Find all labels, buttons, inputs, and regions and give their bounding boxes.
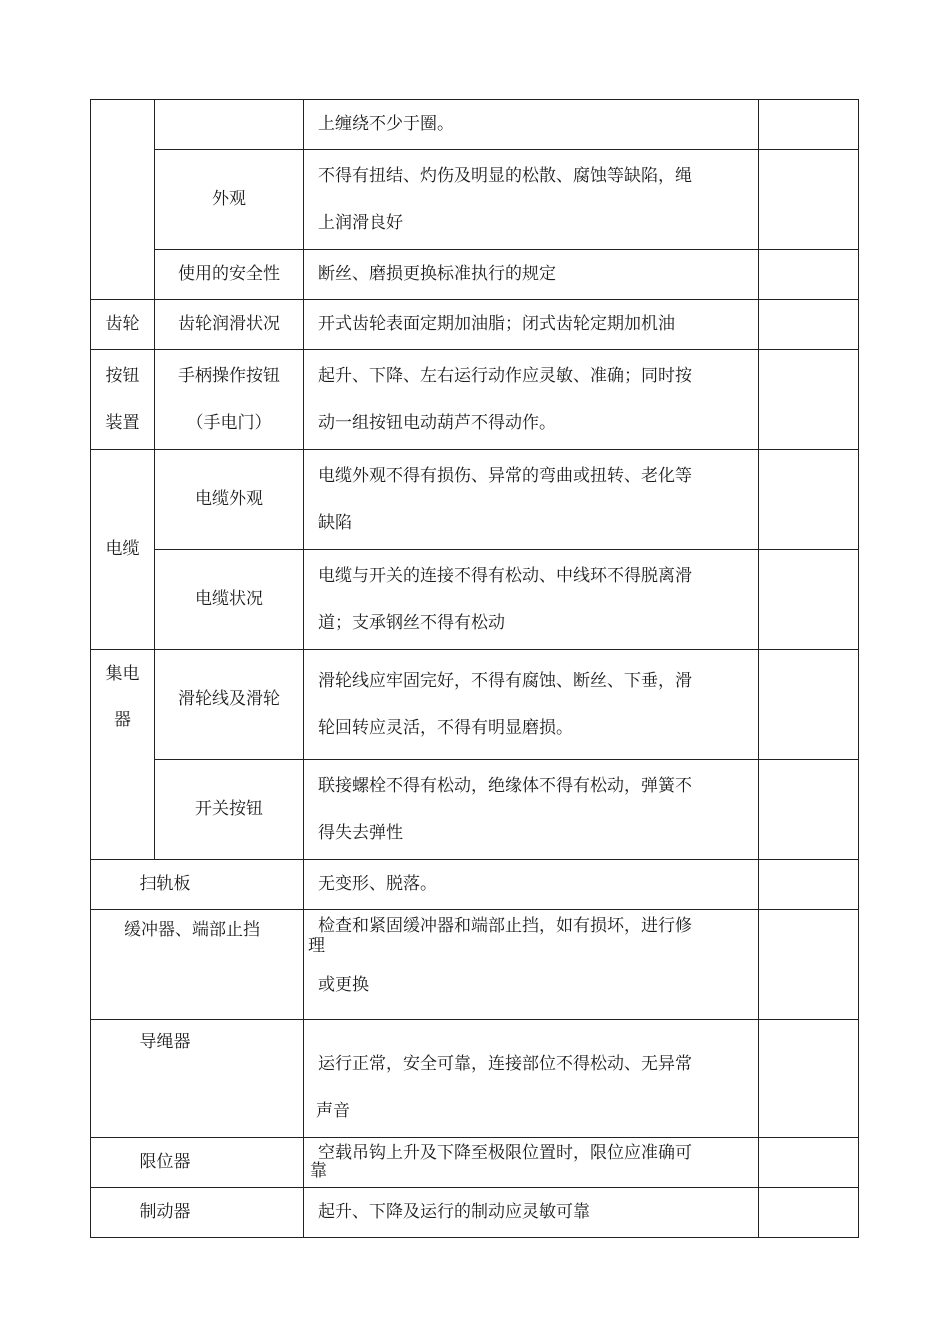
item-cell: 外观 <box>155 150 304 250</box>
item-cell: 限位器 <box>91 1138 304 1188</box>
remark-cell <box>759 860 859 910</box>
requirement-cell: 无变形、脱落。 <box>304 860 759 910</box>
remark-cell <box>759 760 859 860</box>
remark-cell <box>759 550 859 650</box>
remark-cell <box>759 1188 859 1238</box>
requirement-line: 理 <box>308 936 325 957</box>
remark-cell <box>759 450 859 550</box>
requirement-cell: 开式齿轮表面定期加油脂；闭式齿轮定期加机油 <box>304 300 759 350</box>
requirement-cell <box>304 450 759 550</box>
table-row <box>91 100 859 150</box>
inspection-table <box>90 99 859 1238</box>
item-line: （手电门） <box>186 412 272 433</box>
category-cell: 齿轮 <box>91 300 155 350</box>
remark-cell <box>759 1020 859 1138</box>
item-cell: 开关按钮 <box>155 760 304 860</box>
item-line: 手柄操作按钮 <box>178 366 280 387</box>
remark-cell <box>759 250 859 300</box>
requirement-line: 靠 <box>310 1160 327 1181</box>
requirement-cell <box>304 760 759 860</box>
remark-cell <box>759 100 859 150</box>
table-row <box>91 450 859 550</box>
item-cell: 缓冲器、端部止挡 <box>91 910 304 1020</box>
requirement-cell <box>304 1020 759 1138</box>
item-cell: 使用的安全性 <box>155 250 304 300</box>
requirement-cell: 断丝、磨损更换标准执行的规定 <box>304 250 759 300</box>
table-row <box>91 150 859 250</box>
remark-cell <box>759 650 859 760</box>
table-row <box>91 760 859 860</box>
requirement-cell <box>304 150 759 250</box>
table-row <box>91 350 859 450</box>
requirement-line: 声音 <box>316 1100 350 1121</box>
item-cell: 扫轨板 <box>91 860 304 910</box>
category-line: 器 <box>114 710 131 731</box>
requirement-line: 起升、下降、左右运行动作应灵敏、准确；同时按 <box>318 366 692 387</box>
table-row <box>91 1188 859 1238</box>
table-row <box>91 550 859 650</box>
requirement-line: 联接螺栓不得有松动，绝缘体不得有松动，弹簧不 <box>318 776 692 797</box>
category-cell <box>91 100 155 300</box>
table-row <box>91 650 859 760</box>
requirement-line: 滑轮线应牢固完好，不得有腐蚀、断丝、下垂，滑 <box>318 671 692 692</box>
requirement-line: 电缆外观不得有损伤、异常的弯曲或扭转、老化等 <box>318 466 692 487</box>
category-line: 装置 <box>105 412 140 433</box>
remark-cell <box>759 300 859 350</box>
table-row <box>91 1138 859 1188</box>
requirement-line: 电缆与开关的连接不得有松动、中线环不得脱离滑 <box>318 566 692 587</box>
requirement-line: 检查和紧固缓冲器和端部止挡，如有损坏，进行修 <box>318 916 692 936</box>
requirement-cell <box>304 1138 759 1188</box>
remark-cell <box>759 350 859 450</box>
requirement-line: 或更换 <box>318 974 369 995</box>
category-line: 按钮 <box>105 366 140 387</box>
table-row <box>91 1020 859 1138</box>
item-cell: 导绳器 <box>91 1020 304 1138</box>
requirement-line: 轮回转应灵活，不得有明显磨损。 <box>318 717 573 738</box>
requirement-line: 缺陷 <box>318 512 352 533</box>
table-row <box>91 860 859 910</box>
category-cell <box>91 650 155 860</box>
requirement-cell <box>304 910 759 1020</box>
table-row <box>91 910 859 1020</box>
table-row <box>91 300 859 350</box>
requirement-cell <box>304 550 759 650</box>
requirement-cell <box>304 350 759 450</box>
remark-cell <box>759 1138 859 1188</box>
table-row <box>91 250 859 300</box>
requirement-line: 不得有扭结、灼伤及明显的松散、腐蚀等缺陷，绳 <box>318 166 692 187</box>
remark-cell <box>759 150 859 250</box>
category-cell <box>91 350 155 450</box>
requirement-line: 空载吊钩上升及下降至极限位置时，限位应准确可 <box>318 1142 692 1163</box>
requirement-cell: 上缠绕不少于圈。 <box>304 100 759 150</box>
requirement-cell <box>304 650 759 760</box>
category-line: 集电 <box>105 664 140 684</box>
requirement-line: 运行正常，安全可靠，连接部位不得松动、无异常 <box>318 1054 692 1075</box>
remark-cell <box>759 910 859 1020</box>
item-cell: 滑轮线及滑轮 <box>155 650 304 760</box>
requirement-cell: 起升、下降及运行的制动应灵敏可靠 <box>304 1188 759 1238</box>
requirement-line: 道；支承钢丝不得有松动 <box>318 612 505 633</box>
item-cell: 电缆状况 <box>155 550 304 650</box>
category-cell: 电缆 <box>91 450 155 650</box>
requirement-line: 得失去弹性 <box>318 822 403 843</box>
requirement-line: 动一组按钮电动葫芦不得动作。 <box>318 412 556 433</box>
item-cell <box>155 100 304 150</box>
item-cell: 电缆外观 <box>155 450 304 550</box>
item-cell: 齿轮润滑状况 <box>155 300 304 350</box>
item-cell: 制动器 <box>91 1188 304 1238</box>
item-cell <box>155 350 304 450</box>
requirement-line: 上润滑良好 <box>318 212 403 233</box>
